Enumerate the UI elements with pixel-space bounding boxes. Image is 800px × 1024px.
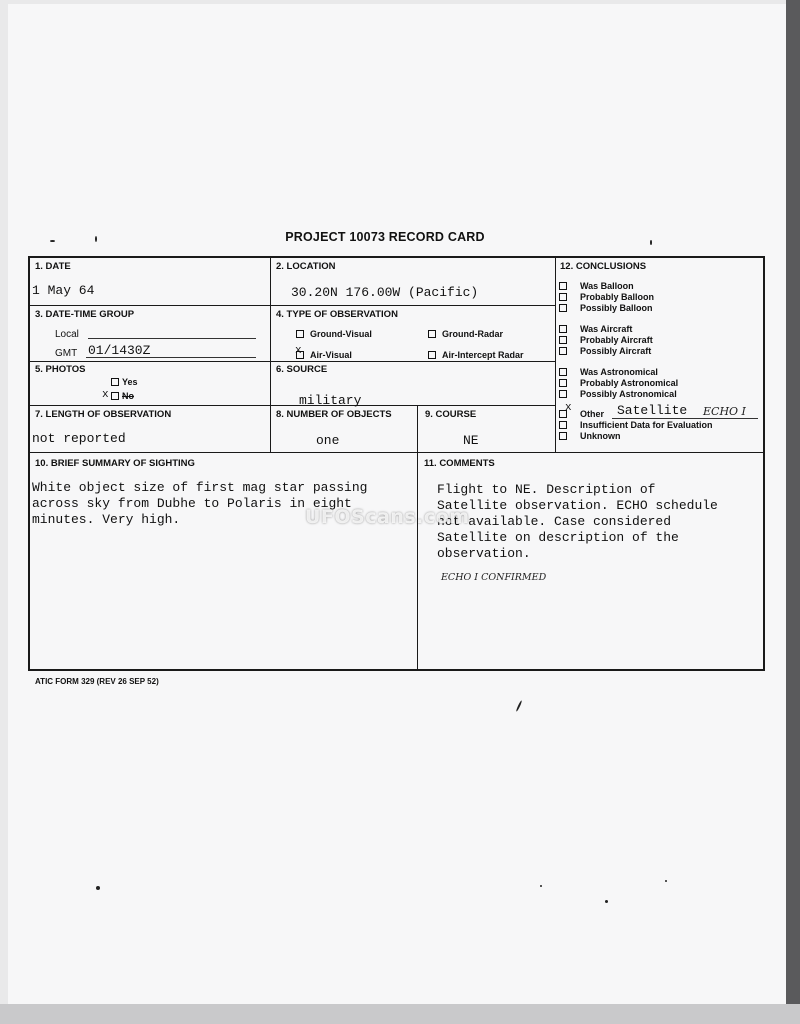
conclusion-checkbox <box>559 282 567 290</box>
photos-yes-text: Yes <box>122 377 138 387</box>
air-visual-option <box>296 350 352 360</box>
dtg-gmt-label: GMT <box>55 348 78 359</box>
conclusion-item <box>559 346 651 356</box>
ground-visual-text: Ground-Visual <box>310 329 372 339</box>
air-intercept-option <box>428 350 524 360</box>
dtg-gmt-line <box>86 357 256 358</box>
form-footer: ATIC FORM 329 (REV 26 SEP 52) <box>35 677 159 686</box>
scan-speck <box>540 885 542 887</box>
grid-line <box>28 305 555 306</box>
conclusion-item <box>559 389 677 399</box>
source-value: military <box>299 393 362 408</box>
conclusion-other <box>559 409 604 419</box>
ground-visual-option <box>296 329 372 339</box>
comments-line: observation. <box>437 546 531 561</box>
grid-line <box>270 361 555 362</box>
conclusion-checkbox <box>559 304 567 312</box>
conclusion-unknown <box>559 431 621 441</box>
conclusions-label: 12. CONCLUSIONS <box>560 261 647 272</box>
conclusion-item <box>559 324 632 334</box>
source-label: 6. SOURCE <box>276 364 328 375</box>
comments-line: not available. Case considered <box>437 514 672 529</box>
unknown-text: Unknown <box>580 431 621 441</box>
summary-line: minutes. Very high. <box>32 512 181 527</box>
conclusion-insufficient <box>559 420 713 430</box>
other-label: Other <box>580 409 605 419</box>
conclusion-checkbox <box>559 368 567 376</box>
scan-edge-bottom <box>0 1004 800 1024</box>
summary-line: across sky from Dubhe to Polaris in eight <box>32 496 352 511</box>
photos-no-mark: x <box>102 389 109 401</box>
card-title: PROJECT 10073 RECORD CARD <box>285 230 485 244</box>
grid-line <box>270 256 271 452</box>
conclusion-text: Probably Balloon <box>580 292 655 302</box>
conclusion-item <box>559 335 653 345</box>
conclusion-text: Probably Aircraft <box>580 335 653 345</box>
other-handwritten-note: ECHO I <box>703 405 746 418</box>
watermark: UFOScans.com <box>305 506 470 528</box>
air-visual-mark: x <box>295 345 302 357</box>
conclusion-text: Was Astronomical <box>580 367 658 377</box>
other-mark: x <box>565 402 572 414</box>
conclusion-text: Possibly Balloon <box>580 303 653 313</box>
date-value: 1 May 64 <box>32 283 95 298</box>
scan-edge-right <box>786 0 800 1024</box>
photos-label: 5. PHOTOS <box>35 364 86 375</box>
conclusion-checkbox <box>559 432 567 440</box>
ground-radar-checkbox <box>428 330 436 338</box>
location-label: 2. LOCATION <box>276 261 336 272</box>
conclusion-item <box>559 281 634 291</box>
dtg-label: 3. DATE-TIME GROUP <box>35 309 135 320</box>
dtg-local-line <box>88 338 256 339</box>
summary-label: 10. BRIEF SUMMARY OF SIGHTING <box>35 458 195 469</box>
photos-no-option <box>111 391 134 401</box>
other-value: Satellite <box>617 403 688 418</box>
grid-line <box>28 361 270 362</box>
dtg-local-label: Local <box>55 329 79 340</box>
comments-line: Flight to NE. Description of <box>437 482 656 497</box>
photos-no-text: No <box>122 391 134 401</box>
conclusion-text: Was Balloon <box>580 281 634 291</box>
conclusion-checkbox <box>559 347 567 355</box>
conclusion-checkbox <box>559 325 567 333</box>
location-value: 30.20N 176.00W (Pacific) <box>291 285 479 300</box>
conclusion-item <box>559 378 678 388</box>
conclusion-text: Probably Astronomical <box>580 378 679 388</box>
grid-line <box>555 256 556 452</box>
conclusion-checkbox <box>559 421 567 429</box>
conclusion-text: Possibly Aircraft <box>580 346 652 356</box>
comments-line: Satellite observation. ECHO schedule <box>437 498 718 513</box>
summary-line: White object size of first mag star passing <box>32 480 368 495</box>
num-objects-value: one <box>316 433 340 448</box>
conclusion-checkbox <box>559 336 567 344</box>
conclusion-checkbox <box>559 379 567 387</box>
conclusion-text: Possibly Astronomical <box>580 389 677 399</box>
photos-no-checkbox <box>111 392 119 400</box>
conclusion-checkbox <box>559 293 567 301</box>
scan-speck <box>605 900 608 903</box>
conclusion-item <box>559 292 654 302</box>
num-objects-label: 8. NUMBER OF OBJECTS <box>276 409 392 420</box>
scan-speck <box>665 880 667 882</box>
length-label: 7. LENGTH OF OBSERVATION <box>35 409 172 420</box>
other-underline <box>612 418 758 419</box>
air-intercept-text: Air-Intercept Radar <box>442 350 524 360</box>
conclusion-item <box>559 303 653 313</box>
photos-yes-checkbox <box>111 378 119 386</box>
air-visual-text: Air-Visual <box>310 350 352 360</box>
grid-line <box>417 405 418 452</box>
ground-radar-text: Ground-Radar <box>442 329 504 339</box>
conclusion-item <box>559 367 658 377</box>
ground-visual-checkbox <box>296 330 304 338</box>
length-value: not reported <box>32 431 126 446</box>
grid-line <box>28 405 555 406</box>
course-label: 9. COURSE <box>425 409 477 420</box>
photos-yes-option <box>111 377 138 387</box>
conclusion-text: Was Aircraft <box>580 324 633 334</box>
course-value: NE <box>463 433 479 448</box>
dtg-gmt-value: 01/1430Z <box>88 343 151 358</box>
conclusion-checkbox <box>559 410 567 418</box>
comments-label: 11. COMMENTS <box>424 458 495 469</box>
air-intercept-checkbox <box>428 351 436 359</box>
insufficient-text: Insufficient Data for Evaluation <box>580 420 713 430</box>
comments-line: Satellite on description of the <box>437 530 679 545</box>
grid-line <box>28 452 765 453</box>
conclusion-checkbox <box>559 390 567 398</box>
scan-speck <box>96 886 100 890</box>
comments-handwritten-note: ECHO I CONFIRMED <box>441 572 547 583</box>
type-obs-label: 4. TYPE OF OBSERVATION <box>276 309 398 320</box>
ground-radar-option <box>428 329 503 339</box>
date-label: 1. DATE <box>35 261 71 272</box>
